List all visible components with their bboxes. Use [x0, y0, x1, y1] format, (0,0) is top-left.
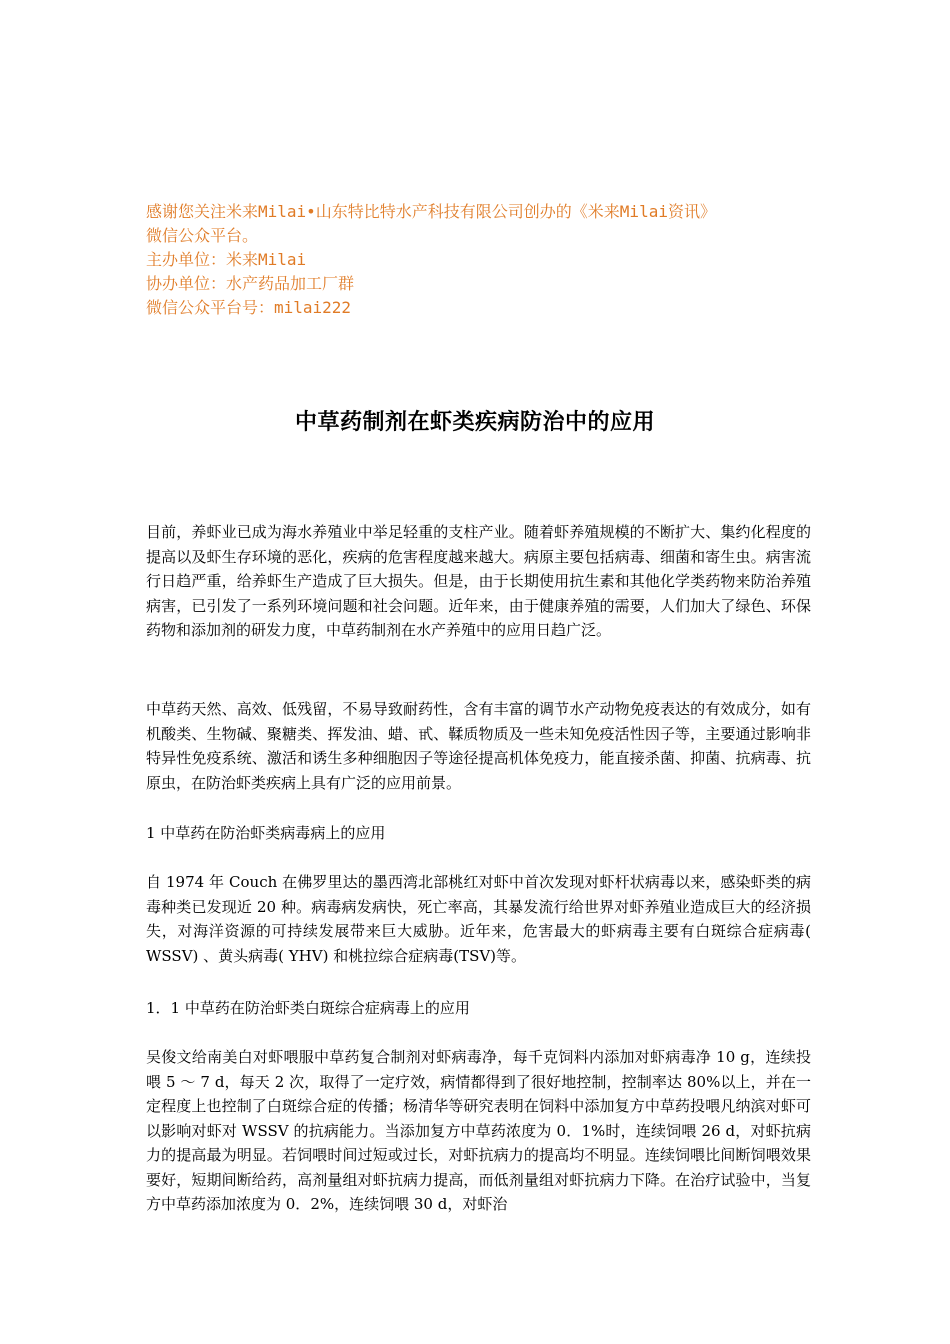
- section-heading-text: 1 中草药在防治虾类病毒病上的应用: [146, 824, 386, 842]
- header-cohost-line: 协办单位：水产药品加工厂群: [146, 274, 355, 293]
- section-heading-1-1: [146, 996, 811, 1021]
- paragraph-text: 吴俊文给南美白对虾喂服中草药复合制剂对虾病毒净，每千克饲料内添加对虾病毒净 10 g，连续投喂 5 ～ 7 d，每天 2 次，取得了一定疗效，病情都得到了很好地控制，控制率达 80%以上，并在一定程度上也控制了白斑综合症的传播；杨清华等研究表明在饲料中添加复方中草药投喂凡纳滨对虾可以影响对虾对 WSSV 的抗病能力。当添加复方中草药浓度为 0．1%时，连续饲喂 26 d，对虾抗病力的提高最为明显。若饲喂时间过短或过长，对虾抗病力的提高均不明显。连续饲喂比间断饲喂效果要好，短期间断给药，高剂量组对虾抗病力提高，而低剂量组对虾抗病力下降。在治疗试验中，当复方中草药添加浓度为 0．2%，连续饲喂 30 d，对虾治: [146, 1048, 811, 1213]
- sponsor-header: [146, 200, 826, 320]
- header-account-line: 微信公众平台号：milai222: [146, 298, 352, 317]
- section-heading-text: 1．1 中草药在防治虾类白斑综合症病毒上的应用: [146, 999, 470, 1017]
- wssv-paragraph: [146, 1045, 811, 1217]
- article-title: 中草药制剂在虾类疾病防治中的应用: [294, 410, 655, 435]
- paragraph-text: 中草药天然、高效、低残留，不易导致耐药性，含有丰富的调节水产动物免疫表达的有效成分，如有机酸类、生物碱、聚糖类、挥发油、蜡、甙、鞣质物质及一些未知免疫活性因子等，主要通过影响非特异性免疫系统、激活和诱生多种细胞因子等途径提高机体免疫力，能直接杀菌、抑菌、抗病毒、抗原虫，在防治虾类疾病上具有广泛的应用前景。: [146, 700, 811, 792]
- header-thanks-line: 感谢您关注米来Milai•山东特比特水产科技有限公司创办的《米来Milai资讯》: [146, 202, 716, 221]
- virus-paragraph: [146, 870, 811, 968]
- paragraph-text: 目前，养虾业已成为海水养殖业中举足轻重的支柱产业。随着虾养殖规模的不断扩大、集约化程度的提高以及虾生存环境的恶化，疾病的危害程度越来越大。病原主要包括病毒、细菌和寄生虫。病害流行日趋严重，给养虾生产造成了巨大损失。但是，由于长期使用抗生素和其他化学类药物来防治养殖病害，已引发了一系列环境问题和社会问题。近年来，由于健康养殖的需要，人们加大了绿色、环保药物和添加剂的研发力度，中草药制剂在水产养殖中的应用日趋广泛。: [146, 523, 811, 639]
- header-platform-line: 微信公众平台。: [146, 226, 259, 245]
- paragraph-text: 自 1974 年 Couch 在佛罗里达的墨西湾北部桃红对虾中首次发现对虾杆状病毒以来，感染虾类的病毒种类已发现近 20 种。病毒病发病快，死亡率高，其暴发流行给世界对虾养殖业造成巨大的经济损失，对海洋资源的可持续发展带来巨大威胁。近年来，危害最大的虾病毒主要有白斑综合症病毒( WSSV) 、黄头病毒( YHV) 和桃拉综合症病毒(TSV)等。: [146, 873, 811, 965]
- herbal-benefits-paragraph: [146, 697, 811, 795]
- header-host-line: 主办单位：米来Milai: [146, 250, 307, 269]
- intro-paragraph: [146, 520, 811, 643]
- section-heading-1: [146, 821, 811, 846]
